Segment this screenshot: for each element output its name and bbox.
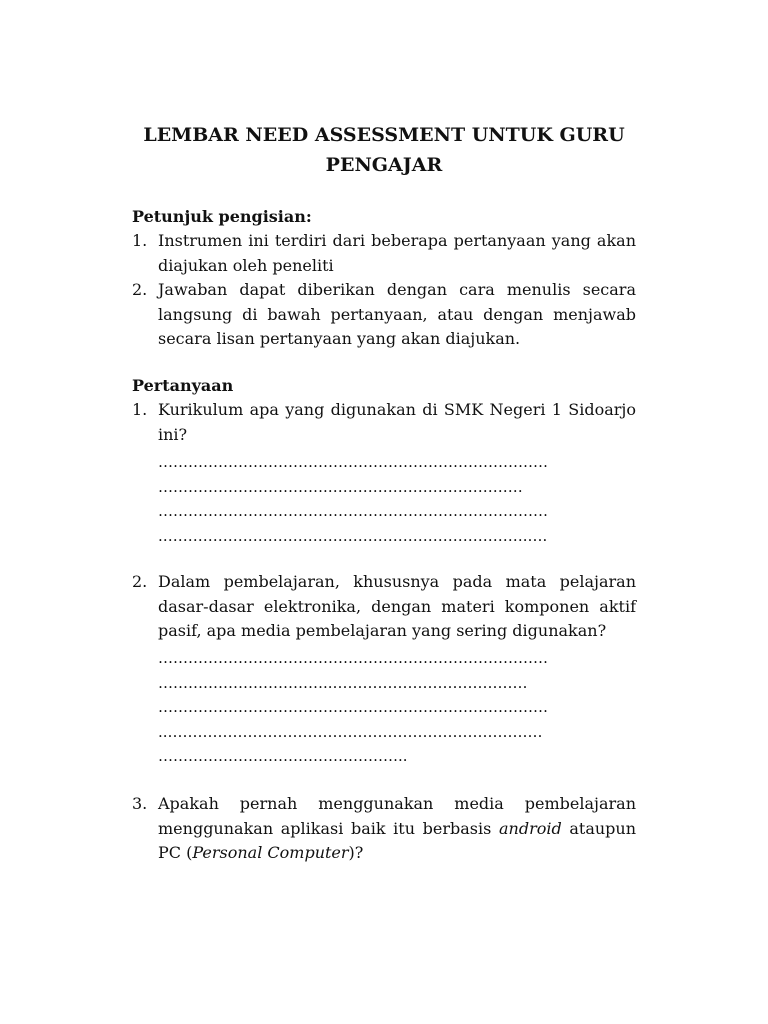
answer-area-2[interactable] [158,646,636,769]
question-text-part: )? [348,843,364,862]
question-number: 2. [132,572,148,591]
answer-line: ..………………………………………………………………… [158,722,543,741]
question-text-italic: Personal Computer [192,843,349,862]
question-text-part: ataupun PC ( [158,818,637,862]
answer-line: ……………………………..………………………………… [158,673,528,692]
answer-line: …………………………………………………………………… [158,698,548,716]
question-item-3 [132,792,636,866]
instruction-number: 1. [132,231,148,250]
answer-area-1[interactable] [158,450,636,548]
question-number: 3. [132,794,148,813]
instruction-text: Instrumen ini terdiri dari beberapa pertanyaan yang akan diajukan oleh peneliti [158,231,636,275]
answer-line: .……………………………………………………………….…. [158,526,548,545]
question-text: Dalam pembelajaran, khususnya pada mata pelajaran dasar-dasar elektronika, dengan materi komponen aktif pasif, apa media pembelajaran yang sering digunakan? [158,572,636,640]
question-item-1 [132,398,636,447]
question-text: Kurikulum apa yang digunakan di SMK Negeri 1 Sidoarjo ini? [158,400,636,444]
instruction-item-2 [132,278,636,352]
instructions-heading: Petunjuk pengisian: [132,207,312,226]
question-number: 1. [132,400,148,419]
question-item-2 [132,570,636,644]
question-text-italic: android [498,818,562,838]
answer-line: …………………………………………………………………… [158,649,548,667]
instruction-number: 2. [132,280,148,299]
answer-line: …………………………….………………………………… [158,477,523,496]
answer-line: …………………………………………………………………… [158,453,548,471]
document-title [100,120,668,180]
title-line-1: LEMBAR NEED ASSESSMENT UNTUK GURU [143,124,625,146]
title-line-2: PENGAJAR [325,154,443,176]
question-text-part: Apakah pernah menggunakan media pembelajaran menggunakan aplikasi baik itu berbasis [158,794,636,838]
instruction-item-1 [132,229,636,278]
answer-line: ………………………………………….. [158,747,408,765]
questions-heading: Pertanyaan [132,376,234,395]
instruction-text: Jawaban dapat diberikan dengan cara menulis secara langsung di bawah pertanyaan, atau dengan menjawab secara lisan pertanyaan yang akan diajukan. [158,280,636,348]
question-text [158,792,636,866]
answer-line: …………………………………………………………………… [158,502,548,520]
